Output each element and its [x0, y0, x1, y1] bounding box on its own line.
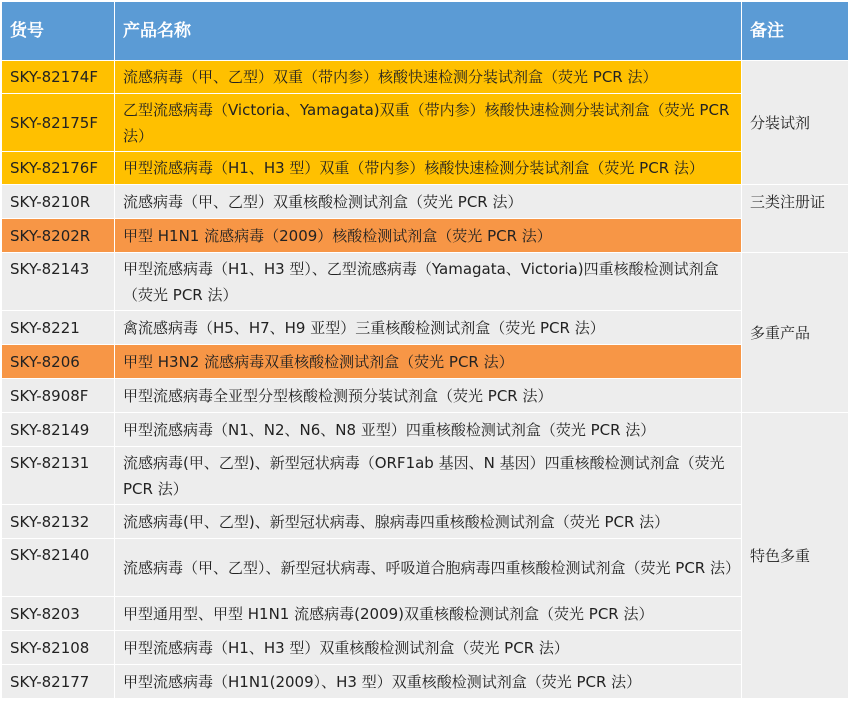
note-cell: 分装试剂 [742, 61, 849, 185]
product-name: 甲型流感病毒（H1、H3 型）、乙型流感病毒（Yamagata、Victoria)四重核酸检测试剂盒（荧光 PCR 法） [115, 253, 742, 311]
product-name: 甲型通用型、甲型 H1N1 流感病毒(2009)双重核酸检测试剂盒（荧光 PCR 法） [115, 597, 742, 631]
product-code: SKY-8221 [2, 311, 115, 345]
product-code: SKY-82131 [2, 447, 115, 505]
table-row [2, 379, 849, 413]
table-row [2, 311, 849, 345]
product-code: SKY-82177 [2, 665, 115, 699]
table-row [2, 597, 849, 631]
product-code: SKY-82149 [2, 413, 115, 447]
table-row [2, 447, 849, 505]
table-row [2, 219, 849, 253]
product-name: 甲型 H3N2 流感病毒双重核酸检测试剂盒（荧光 PCR 法） [115, 345, 742, 379]
header-note: 备注 [742, 2, 849, 61]
product-name: 甲型流感病毒（H1、H3 型）双重（带内参）核酸快速检测分装试剂盒（荧光 PCR 法） [115, 152, 742, 185]
product-name: 流感病毒(甲、乙型)、新型冠状病毒（ORF1ab 基因、N 基因）四重核酸检测试剂盒（荧光 PCR 法） [115, 447, 742, 505]
table-row [2, 665, 849, 699]
product-code: SKY-82175F [2, 94, 115, 152]
table-row [2, 152, 849, 185]
product-name: 流感病毒（甲、乙型）双重核酸检测试剂盒（荧光 PCR 法） [115, 185, 742, 219]
note-cell: 多重产品 [742, 253, 849, 413]
table-row [2, 539, 849, 597]
product-code: SKY-8908F [2, 379, 115, 413]
product-code: SKY-82174F [2, 61, 115, 94]
table-row [2, 61, 849, 94]
table-header-row [2, 2, 849, 61]
header-name: 产品名称 [115, 2, 742, 61]
note-cell: 特色多重 [742, 413, 849, 699]
product-name: 甲型流感病毒全亚型分型核酸检测预分装试剂盒（荧光 PCR 法） [115, 379, 742, 413]
product-code: SKY-82140 [2, 539, 115, 597]
product-code: SKY-82176F [2, 152, 115, 185]
product-name: 甲型流感病毒（H1N1(2009）、H3 型）双重核酸检测试剂盒（荧光 PCR 法） [115, 665, 742, 699]
table-row [2, 94, 849, 152]
table-row [2, 345, 849, 379]
table-row [2, 631, 849, 665]
product-name: 甲型 H1N1 流感病毒（2009）核酸检测试剂盒（荧光 PCR 法） [115, 219, 742, 253]
table-row [2, 413, 849, 447]
header-code: 货号 [2, 2, 115, 61]
product-name: 甲型流感病毒（H1、H3 型）双重核酸检测试剂盒（荧光 PCR 法） [115, 631, 742, 665]
product-name: 甲型流感病毒（N1、N2、N6、N8 亚型）四重核酸检测试剂盒（荧光 PCR 法） [115, 413, 742, 447]
table-row [2, 185, 849, 219]
product-code: SKY-8202R [2, 219, 115, 253]
product-table [1, 1, 849, 699]
product-code: SKY-82108 [2, 631, 115, 665]
product-code: SKY-82132 [2, 505, 115, 539]
product-name: 流感病毒(甲、乙型)、新型冠状病毒、腺病毒四重核酸检测试剂盒（荧光 PCR 法） [115, 505, 742, 539]
product-name: 流感病毒（甲、乙型）、新型冠状病毒、呼吸道合胞病毒四重核酸检测试剂盒（荧光 PCR 法） [115, 539, 742, 597]
product-code: SKY-8210R [2, 185, 115, 219]
product-code: SKY-82143 [2, 253, 115, 311]
table-row [2, 253, 849, 311]
product-name: 禽流感病毒（H5、H7、H9 亚型）三重核酸检测试剂盒（荧光 PCR 法） [115, 311, 742, 345]
product-code: SKY-8203 [2, 597, 115, 631]
table-row [2, 505, 849, 539]
product-name: 流感病毒（甲、乙型）双重（带内参）核酸快速检测分装试剂盒（荧光 PCR 法） [115, 61, 742, 94]
product-code: SKY-8206 [2, 345, 115, 379]
note-cell: 三类注册证 [742, 185, 849, 253]
product-name: 乙型流感病毒（Victoria、Yamagata)双重（带内参）核酸快速检测分装试剂盒（荧光 PCR 法） [115, 94, 742, 152]
